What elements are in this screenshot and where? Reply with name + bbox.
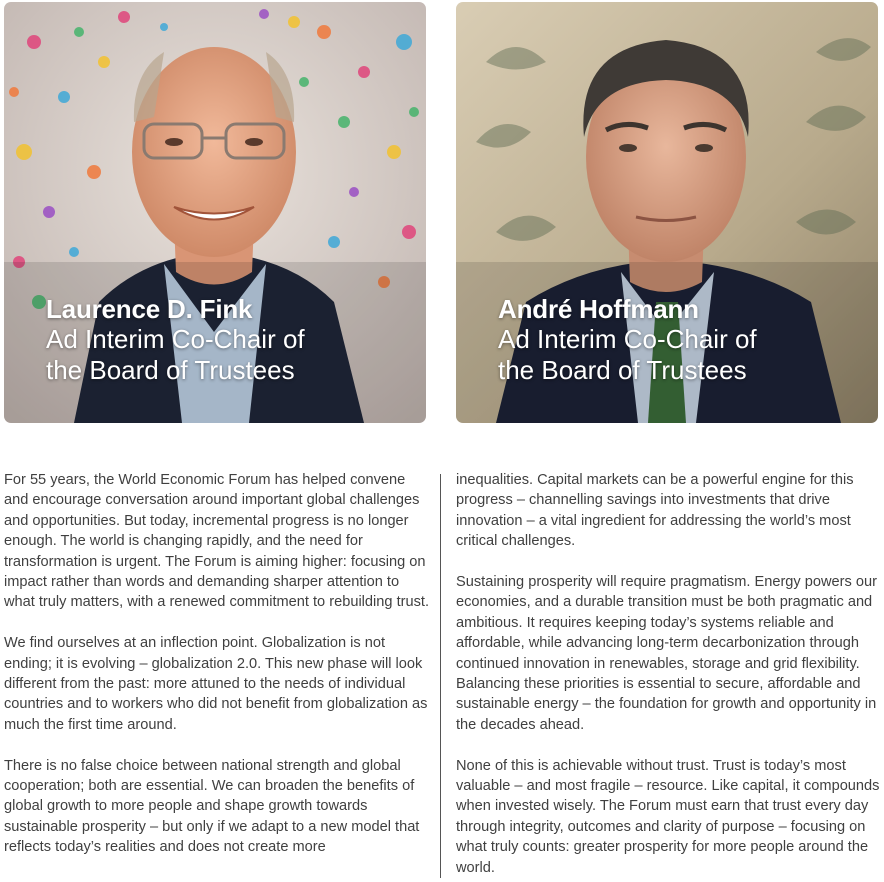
portrait-name: Laurence D. Fink	[46, 294, 253, 324]
paragraph: None of this is achievable without trust. Trust is today’s most valuable – and most fragile – resource. Like capital, it compounds when invested wisely. The Forum must earn that trust every day through integrity, outcomes and clarity of purpose – focusing on what truly counts: greater prosperity for more people around the world.	[456, 757, 880, 876]
paragraph: For 55 years, the World Economic Forum has helped convene and encourage conversation around important global challenges and opportunities. But today, incremental progress is no longer enough. The world is changing rapidly, and the need for transformation is urgent. The Forum is aiming higher: focusing on impact rather than words and demanding sharper attention to what truly matters, with a renewed commitment to rebuilding trust.	[4, 472, 430, 611]
portrait-name: André Hoffmann	[498, 294, 699, 324]
text-column-right	[456, 470, 880, 882]
portrait-role-line1: Ad Interim Co-Chair of	[498, 324, 757, 354]
caption-hoffmann	[498, 294, 757, 386]
portrait-role-line2: the Board of Trustees	[498, 355, 747, 385]
paragraph: We find ourselves at an inflection point. Globalization is not ending; it is evolving – globalization 2.0. This new phase will look different from the past: more attuned to the needs of individual countries and to workers who did not benefit from globalization as much the first time around.	[4, 635, 428, 733]
portrait-role-line2: the Board of Trustees	[46, 355, 295, 385]
paragraph: There is no false choice between national strength and global cooperation; both are essential. We can broaden the benefits of global growth to more people and shape growth towards sustainable prosperity – but only if we adapt to a new model that reflects today’s realities and does not create more	[4, 757, 420, 856]
portrait-hoffmann	[456, 2, 878, 423]
portrait-fink	[4, 2, 426, 423]
text-column-left	[4, 470, 430, 878]
paragraph: inequalities. Capital markets can be a powerful engine for this progress – channelling savings into investments that drive innovation – a vital ingredient for addressing the world’s most critical challenges.	[456, 472, 854, 550]
caption-fink	[46, 294, 305, 386]
paragraph: Sustaining prosperity will require pragmatism. Energy powers our economies, and a durable transition must be both pragmatic and ambitious. It requires keeping today’s systems reliable and affordable, while advancing long-term decarbonization through continued innovation in renewables, storage and grid flexibility. Balancing these priorities is essential to secure, affordable and sustainable energy – the foundation for growth and opportunity in the decades ahead.	[456, 574, 877, 733]
portrait-role-line1: Ad Interim Co-Chair of	[46, 324, 305, 354]
column-divider	[440, 474, 441, 878]
